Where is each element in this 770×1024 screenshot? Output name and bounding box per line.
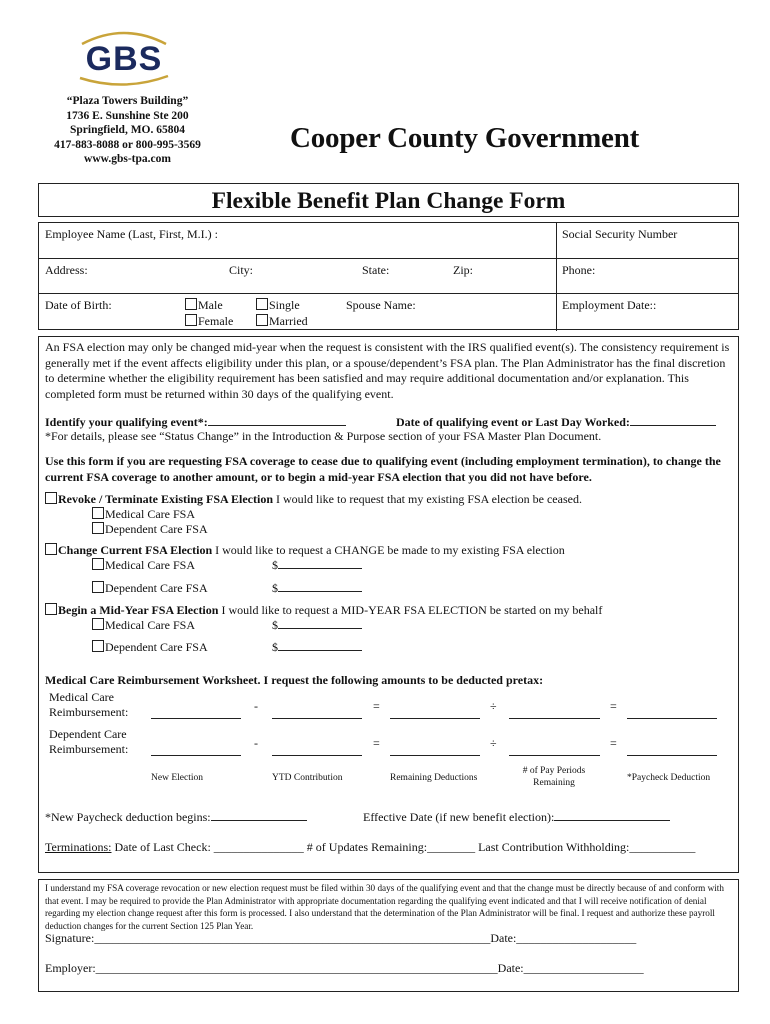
address-block: [40, 94, 215, 167]
revoke-medical-label: Medical Care FSA: [105, 507, 195, 521]
begin-medical-label: Medical Care FSA: [105, 618, 195, 632]
qualifying-event-label: Identify your qualifying event*:: [45, 415, 208, 429]
employment-date-field[interactable]: Employment Date::: [562, 298, 657, 312]
terminations-label: Terminations:: [45, 840, 112, 854]
begin-section[interactable]: [45, 603, 602, 619]
medical-remaining-input[interactable]: [390, 718, 480, 719]
revoke-title: Revoke / Terminate Existing FSA Election: [58, 492, 274, 506]
form-title: Flexible Benefit Plan Change Form: [38, 183, 739, 217]
details-note: *For details, please see “Status Change” in the Introduction & Purpose section of your FSA Master Plan Document.: [45, 429, 602, 443]
married-checkbox[interactable]: [256, 314, 268, 326]
medical-reimbursement-label: [49, 690, 128, 720]
address-line: www.gbs-tpa.com: [84, 153, 171, 166]
begin-dependent-checkbox[interactable]: [92, 640, 104, 652]
worksheet-heading: Medical Care Reimbursement Worksheet. I request the following amounts to be deducted pretax:: [45, 673, 544, 687]
row-name: [39, 223, 738, 259]
marital-options: [256, 297, 308, 329]
male-label: Male: [198, 298, 223, 312]
minus-sign: -: [254, 699, 258, 713]
terminations-row[interactable]: [45, 840, 695, 856]
employee-info-grid: [38, 222, 739, 330]
female-label: Female: [198, 314, 234, 328]
begin-medical-option[interactable]: [92, 618, 195, 634]
dollar-sign: $: [272, 640, 278, 654]
revoke-section[interactable]: [45, 492, 582, 508]
medical-periods-input[interactable]: [509, 718, 600, 719]
married-option[interactable]: [256, 313, 308, 329]
ssn-field[interactable]: Social Security Number: [562, 227, 678, 241]
revoke-dependent-option[interactable]: [92, 522, 208, 538]
dependent-reimbursement-label: [49, 727, 128, 757]
begin-checkbox[interactable]: [45, 603, 57, 615]
begin-medical-amount[interactable]: [272, 618, 362, 634]
divide-sign: ÷: [490, 736, 497, 750]
change-medical-checkbox[interactable]: [92, 558, 104, 570]
employee-name-field[interactable]: Employee Name (Last, First, M.I.) :: [45, 227, 218, 241]
change-medical-option[interactable]: [92, 558, 195, 574]
effective-date-field[interactable]: [363, 810, 670, 826]
city-field[interactable]: City:: [229, 263, 254, 277]
new-paycheck-label: *New Paycheck deduction begins:: [45, 810, 211, 824]
intro-paragraph: An FSA election may only be changed mid-year when the request is consistent with the IRS qualified event(s). The consistency requirement is generally met if the event affects eligibility under this plan, or a spouse/dependent’s FSA plan. The Plan Administrator has the final discretion to determine whether the eligibility requirement has been satisfied and may require additional documentation and/or explanation. This completed form must be returned within 30 days of the qualifying event.: [45, 340, 730, 401]
change-title: Change Current FSA Election: [58, 543, 213, 557]
single-checkbox[interactable]: [256, 298, 268, 310]
event-date-label: Date of qualifying event or Last Day Worked:: [396, 415, 630, 429]
married-label: Married: [269, 314, 308, 328]
divide-sign: ÷: [490, 699, 497, 713]
revoke-description: I would like to request that my existing FSA election be ceased.: [276, 492, 582, 506]
single-label: Single: [269, 298, 300, 312]
female-checkbox[interactable]: [185, 314, 197, 326]
equals-sign: =: [610, 736, 617, 750]
single-option[interactable]: [256, 297, 308, 313]
begin-dependent-amount[interactable]: [272, 640, 362, 656]
signature-field[interactable]: Signature:__________________________________________________________________Date:____________________: [45, 931, 637, 945]
dob-field[interactable]: Date of Birth:: [45, 298, 112, 312]
medical-new-election-input[interactable]: [151, 718, 241, 719]
row-dob: [39, 294, 738, 331]
spouse-field[interactable]: Spouse Name:: [346, 298, 416, 312]
revoke-medical-checkbox[interactable]: [92, 507, 104, 519]
col-paycheck: *Paycheck Deduction: [627, 773, 711, 783]
dependent-paycheck-input[interactable]: [627, 755, 717, 756]
minus-sign: -: [254, 736, 258, 750]
dollar-sign: $: [272, 581, 278, 595]
svg-text:GBS: GBS: [85, 40, 163, 78]
authorization-box: [38, 879, 739, 992]
male-option[interactable]: [185, 297, 233, 313]
address-line: 417-883-8088 or 800-995-3569: [54, 138, 201, 151]
male-checkbox[interactable]: [185, 298, 197, 310]
label-line: Reimbursement:: [49, 705, 129, 719]
address-line: 1736 E. Sunshine Ste 200: [66, 109, 189, 122]
equals-sign: =: [373, 736, 380, 750]
medical-paycheck-input[interactable]: [627, 718, 717, 719]
employer-field[interactable]: Employer:___________________________________________________________________Date:____________________: [45, 961, 644, 975]
dollar-sign: $: [272, 618, 278, 632]
change-dependent-option[interactable]: [92, 581, 208, 597]
change-section[interactable]: [45, 543, 565, 559]
new-paycheck-begins-field[interactable]: [45, 810, 307, 826]
dependent-remaining-input[interactable]: [390, 755, 480, 756]
revoke-dependent-label: Dependent Care FSA: [105, 522, 208, 536]
col-new-election: New Election: [151, 773, 203, 783]
gbs-logo: [62, 26, 187, 90]
change-dependent-amount[interactable]: [272, 581, 362, 597]
col-ytd: YTD Contribution: [272, 773, 343, 783]
col-remaining: Remaining Deductions: [390, 773, 478, 783]
revoke-checkbox[interactable]: [45, 492, 57, 504]
authorization-statement: I understand my FSA coverage revocation or new election request must be filed within 30 days of the qualifying event and that the change must be directly because of and conform with that event. I may be required to provide the Plan Administrator with appropriate documentation regarding the qualifying event indicated and that I will receive notification of denial regarding my election change request after this form is processed. I also understand that the determination of the Plan Administrator will be final. I request and authorize these payroll deduction changes for the current Section 125 Plan Year.: [45, 883, 724, 931]
revoke-dependent-checkbox[interactable]: [92, 522, 104, 534]
female-option[interactable]: [185, 313, 233, 329]
change-medical-label: Medical Care FSA: [105, 558, 195, 572]
label-line: Remaining: [533, 778, 575, 788]
label-line: Dependent Care: [49, 727, 127, 741]
begin-description: I would like to request a MID-YEAR FSA ELECTION be started on my behalf: [221, 603, 603, 617]
medical-ytd-input[interactable]: [272, 718, 362, 719]
dependent-ytd-input[interactable]: [272, 755, 362, 756]
change-medical-amount[interactable]: [272, 558, 362, 574]
dollar-sign: $: [272, 558, 278, 572]
address-line: “Plaza Towers Building”: [66, 95, 189, 107]
election-body: [38, 336, 739, 873]
change-checkbox[interactable]: [45, 543, 57, 555]
dependent-periods-input[interactable]: [509, 755, 600, 756]
label-line: Reimbursement:: [49, 742, 129, 756]
begin-dependent-label: Dependent Care FSA: [105, 640, 208, 654]
effective-date-label: Effective Date (if new benefit election):: [363, 810, 555, 824]
label-line: # of Pay Periods: [522, 766, 586, 776]
col-periods: [509, 765, 599, 789]
equals-sign: =: [373, 699, 380, 713]
revoke-medical-option[interactable]: [92, 507, 195, 523]
use-form-instructions: Use this form if you are requesting FSA coverage to cease due to qualifying event (including employment termination), to change the current FSA coverage to another amount, or to begin a mid-year FSA election that you did not have before.: [45, 454, 721, 484]
begin-medical-checkbox[interactable]: [92, 618, 104, 630]
begin-dependent-option[interactable]: [92, 640, 208, 656]
equals-sign: =: [610, 699, 617, 713]
change-dependent-label: Dependent Care FSA: [105, 581, 208, 595]
terminations-fields: Date of Last Check: _______________ # of Updates Remaining:________ Last Contribution Withholding:___________: [111, 840, 696, 854]
row-address: [39, 259, 738, 294]
change-dependent-checkbox[interactable]: [92, 581, 104, 593]
zip-field[interactable]: Zip:: [453, 263, 473, 277]
gender-options: [185, 297, 233, 329]
address-field[interactable]: Address:: [45, 263, 88, 277]
change-description: I would like to request a CHANGE be made to my existing FSA election: [215, 543, 565, 557]
address-line: Springfield, MO. 65804: [69, 124, 185, 137]
state-field[interactable]: State:: [362, 263, 390, 277]
label-line: Medical Care: [49, 690, 114, 704]
phone-field[interactable]: Phone:: [562, 263, 596, 277]
begin-title: Begin a Mid-Year FSA Election: [58, 603, 219, 617]
dependent-new-election-input[interactable]: [151, 755, 241, 756]
company-title: Cooper County Government: [290, 122, 640, 154]
